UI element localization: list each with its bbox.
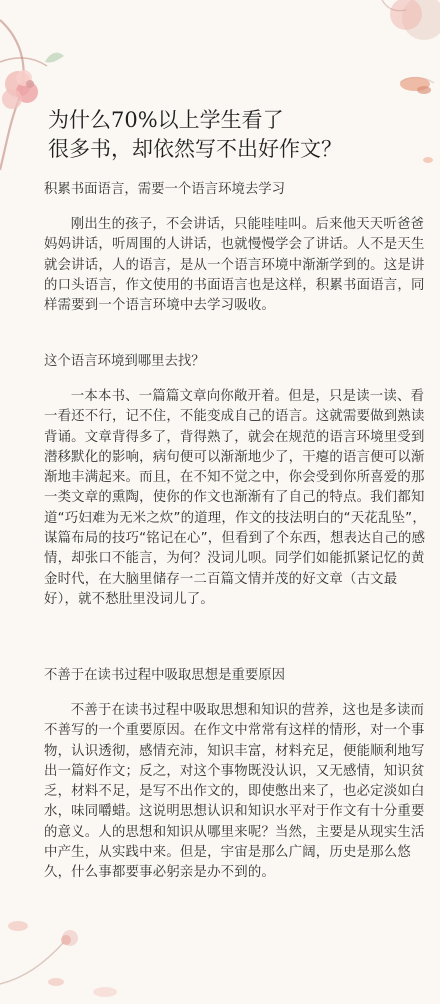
section-heading-1: 积累书面语言，需要一个语言环境去学习 — [44, 182, 286, 197]
section-heading-3: 不善于在读书过程中吸取思想是重要原因 — [44, 668, 286, 683]
section-paragraph-3: 不善于在读书过程中吸取思想和知识的营养，这也是多读而不善写的一个重要原因。在作文中常常有这样的情形，对一个事物，认识透彻，感情充沛，知识丰富，材料充足，便能顺利地写出一篇好作文；反之，对这个事物既没认识，又无感情，知识贫乏，材料不足，是写不出作文的，即使憋出来了，也必定淡如白水，味同嚼蜡。这说明思想认识和知识水平对于作文有十分重要的意义。人的思想和知识从哪里来呢？当然，主要是从现实生活中产生，从实践中来。但是，宇宙是那么广阔，历史是那么悠久，什么事都要事必躬亲是办不到的。 — [44, 703, 425, 881]
article-page — [22, 0, 426, 1000]
section-heading-2: 这个语言环境到哪里去找？ — [44, 354, 205, 369]
section-paragraph-1: 刚出生的孩子，不会讲话，只能哇哇叫。后来他天天听爸爸妈妈讲话，听周围的人讲话，也就慢慢学会了讲话。人不是天生就会讲话，人的语言，是从一个语言环境中渐渐学到的。这是讲的口头语言，作文使用的书面语言也是这样，积累书面语言，同样需要到一个语言环境中去学习吸收。 — [44, 217, 425, 314]
article-title: 为什么70%以上学生看了 很多书，却依然写不出好作文？ — [48, 108, 342, 161]
section-paragraph-2: 一本本书、一篇篇文章向你敞开着。但是，只是读一读、看一看还不行，记不住，不能变成自己的语言。这就需要做到熟读背诵。文章背得多了，背得熟了，就会在规范的语言环境里受到潜移默化的影响，病句便可以渐渐地少了，干瘪的语言便可以渐渐地丰满起来。而且，在不知不觉之中，你会受到你所喜爱的那一类文章的熏陶，使你的作文也渐渐有了自己的特点。我们都知道“巧妇难为无米之炊”的道理，作文的技法明白的“天花乱坠”，谋篇布局的技巧“铭记在心”，但看到了个东西，想表达自己的感情，却张口不能言，为何？没词儿呗。同学们如能抓紧记忆的黄金时代，在大脑里储存一二百篇文情并茂的好文章（古文最好），就不愁肚里没词儿了。 — [44, 389, 426, 607]
